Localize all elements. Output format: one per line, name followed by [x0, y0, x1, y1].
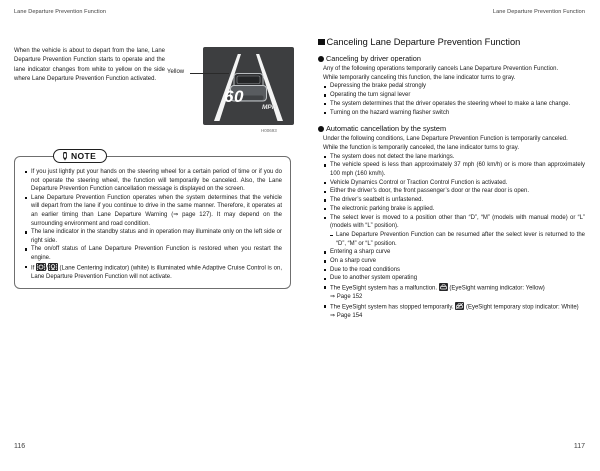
- left-running-header: Lane Departure Prevention Function: [14, 9, 107, 15]
- auto-subheading-text: Automatic cancellation by the system: [326, 124, 447, 134]
- section-square-icon: [318, 39, 325, 46]
- lane-centering-indicator-icon-alt: [48, 263, 58, 271]
- meter-display-figure: [203, 47, 294, 125]
- left-page-number: 116: [14, 443, 26, 450]
- figure-code: H00693: [261, 128, 277, 133]
- section-heading: [318, 37, 585, 47]
- lane-display-graphic: [203, 47, 294, 125]
- note-icon-bullet-text: (Lane Centering indicator) (white) is illuminated while Adaptive Cruise Control is on, Lane Departure Prevention Function will not activate.: [31, 265, 282, 280]
- malfunction-paren: (EyeSight warning indicator: Yellow): [447, 285, 545, 292]
- eyesight-warning-indicator-icon: [439, 283, 448, 291]
- auto-bullet-malfunction: [323, 283, 585, 293]
- lane-centering-indicator-icon: [36, 263, 46, 271]
- note-box: [14, 151, 291, 289]
- driver-bullet: The system determines that the driver operates the steering wheel to make a lane change.: [323, 100, 585, 109]
- auto-bullet: Due to the road conditions: [323, 266, 585, 275]
- auto-bullet-select-lever: The select lever is moved to a position other than “D”, “M” (models with manual mode) or “L” (models with “L” position).: [323, 214, 585, 231]
- speed-unit-label: MPH: [262, 104, 277, 111]
- driver-bullet: Depressing the brake pedal strongly: [323, 82, 585, 91]
- driver-intro-1: Any of the following operations temporarily cancels Lane Departure Prevention Function.: [323, 66, 559, 72]
- note-item: If you just lightly put your hands on the steering wheel for a certain period of time or if you do not operate the steering wheel, the function will temporarily be canceled. Also, the Lane Departure Prevention Function cancellation message is displayed on the screen.: [24, 168, 282, 194]
- auto-intro-2: While the function is temporarily canceled, the lane indicator turns to gray.: [323, 144, 519, 151]
- auto-bullet: Entering a sharp curve: [323, 248, 585, 257]
- driver-intro-2: While temporarily canceling this function, the lane indicator turns to gray.: [323, 74, 516, 81]
- driver-subheading-text: Canceling by driver operation: [326, 54, 421, 63]
- note-item: The on/off status of Lane Departure Prevention Function is restored when you restart the engine.: [24, 245, 282, 262]
- driver-bullet: Turning on the hazard warning flasher switch: [323, 109, 585, 118]
- bullet-circle-icon: [318, 56, 324, 62]
- speed-readout: 60: [224, 87, 244, 106]
- left-intro-paragraph: When the vehicle is about to depart from the lane, Lane Departure Prevention Function starts to operate and the lane indicator changes from white to yellow on the side where Lane Departure Prevention Function activated.: [14, 48, 165, 82]
- driver-subheading: [318, 54, 585, 63]
- auto-subitem-select-lever: Lane Departure Prevention Function can be resumed after the select lever is returned to the “D”, “M” or “L” position.: [330, 231, 585, 248]
- auto-bullet: Vehicle Dynamics Control or Traction Control Function is activated.: [323, 179, 585, 188]
- auto-bullet: Due to another system operating: [323, 274, 585, 283]
- callout-label: Yellow: [167, 69, 185, 75]
- bullet-circle-icon: [318, 126, 324, 132]
- note-pill: [53, 149, 107, 163]
- note-item: Lane Departure Prevention Function operates when the system determines that the vehicle will depart from the lane if you continue to drive in the same manner. Therefore, it operates at an earlier timing than Lane Departure Warning (⇒ page 127). It may depend on the surrounding environment and road condition.: [24, 194, 282, 228]
- stopped-paren: (EyeSight temporary stop indicator: White): [464, 304, 579, 311]
- eyesight-temporary-stop-indicator-icon: [455, 302, 464, 310]
- note-icon-bullet-prefix: If: [31, 265, 37, 272]
- note-item-lane-centering: [24, 263, 282, 282]
- auto-bullet: The system does not detect the lane markings.: [323, 153, 585, 162]
- note-label: NOTE: [71, 151, 97, 161]
- auto-bullet: The driver’s seatbelt is unfastened.: [323, 196, 585, 205]
- driver-bullet: Operating the turn signal lever: [323, 91, 585, 100]
- stopped-text: The EyeSight system has stopped temporarily.: [330, 304, 456, 311]
- callout-leader-line: [190, 73, 229, 74]
- malfunction-page-ref: ⇒ Page 152: [330, 294, 363, 301]
- auto-subheading: [318, 124, 585, 133]
- auto-bullet-stopped: [323, 302, 585, 312]
- right-page-number: 117: [573, 443, 585, 450]
- auto-bullet: The vehicle speed is less than approximately 37 mph (60 km/h) or is more than approximately 100 mph (160 km/h).: [323, 161, 585, 178]
- section-heading-text: Canceling Lane Departure Prevention Function: [326, 37, 521, 47]
- right-running-header: Lane Departure Prevention Function: [492, 9, 585, 15]
- stopped-page-ref: ⇒ Page 154: [330, 313, 363, 320]
- auto-bullet: Either the driver’s door, the front passenger’s door or the rear door is open.: [323, 187, 585, 196]
- right-page-content: [318, 37, 585, 321]
- note-item: The lane indicator in the standby status and in operation may illuminate only on the left side or right side.: [24, 228, 282, 245]
- auto-bullet: The electronic parking brake is applied.: [323, 205, 585, 214]
- note-icon-bullet-separator: /: [46, 265, 48, 272]
- malfunction-text: The EyeSight system has a malfunction.: [330, 285, 439, 292]
- auto-intro-1: Under the following conditions, Lane Departure Prevention Function is temporarily canceled.: [323, 136, 568, 143]
- note-pencil-icon: [62, 152, 68, 161]
- auto-bullet: On a sharp curve: [323, 257, 585, 266]
